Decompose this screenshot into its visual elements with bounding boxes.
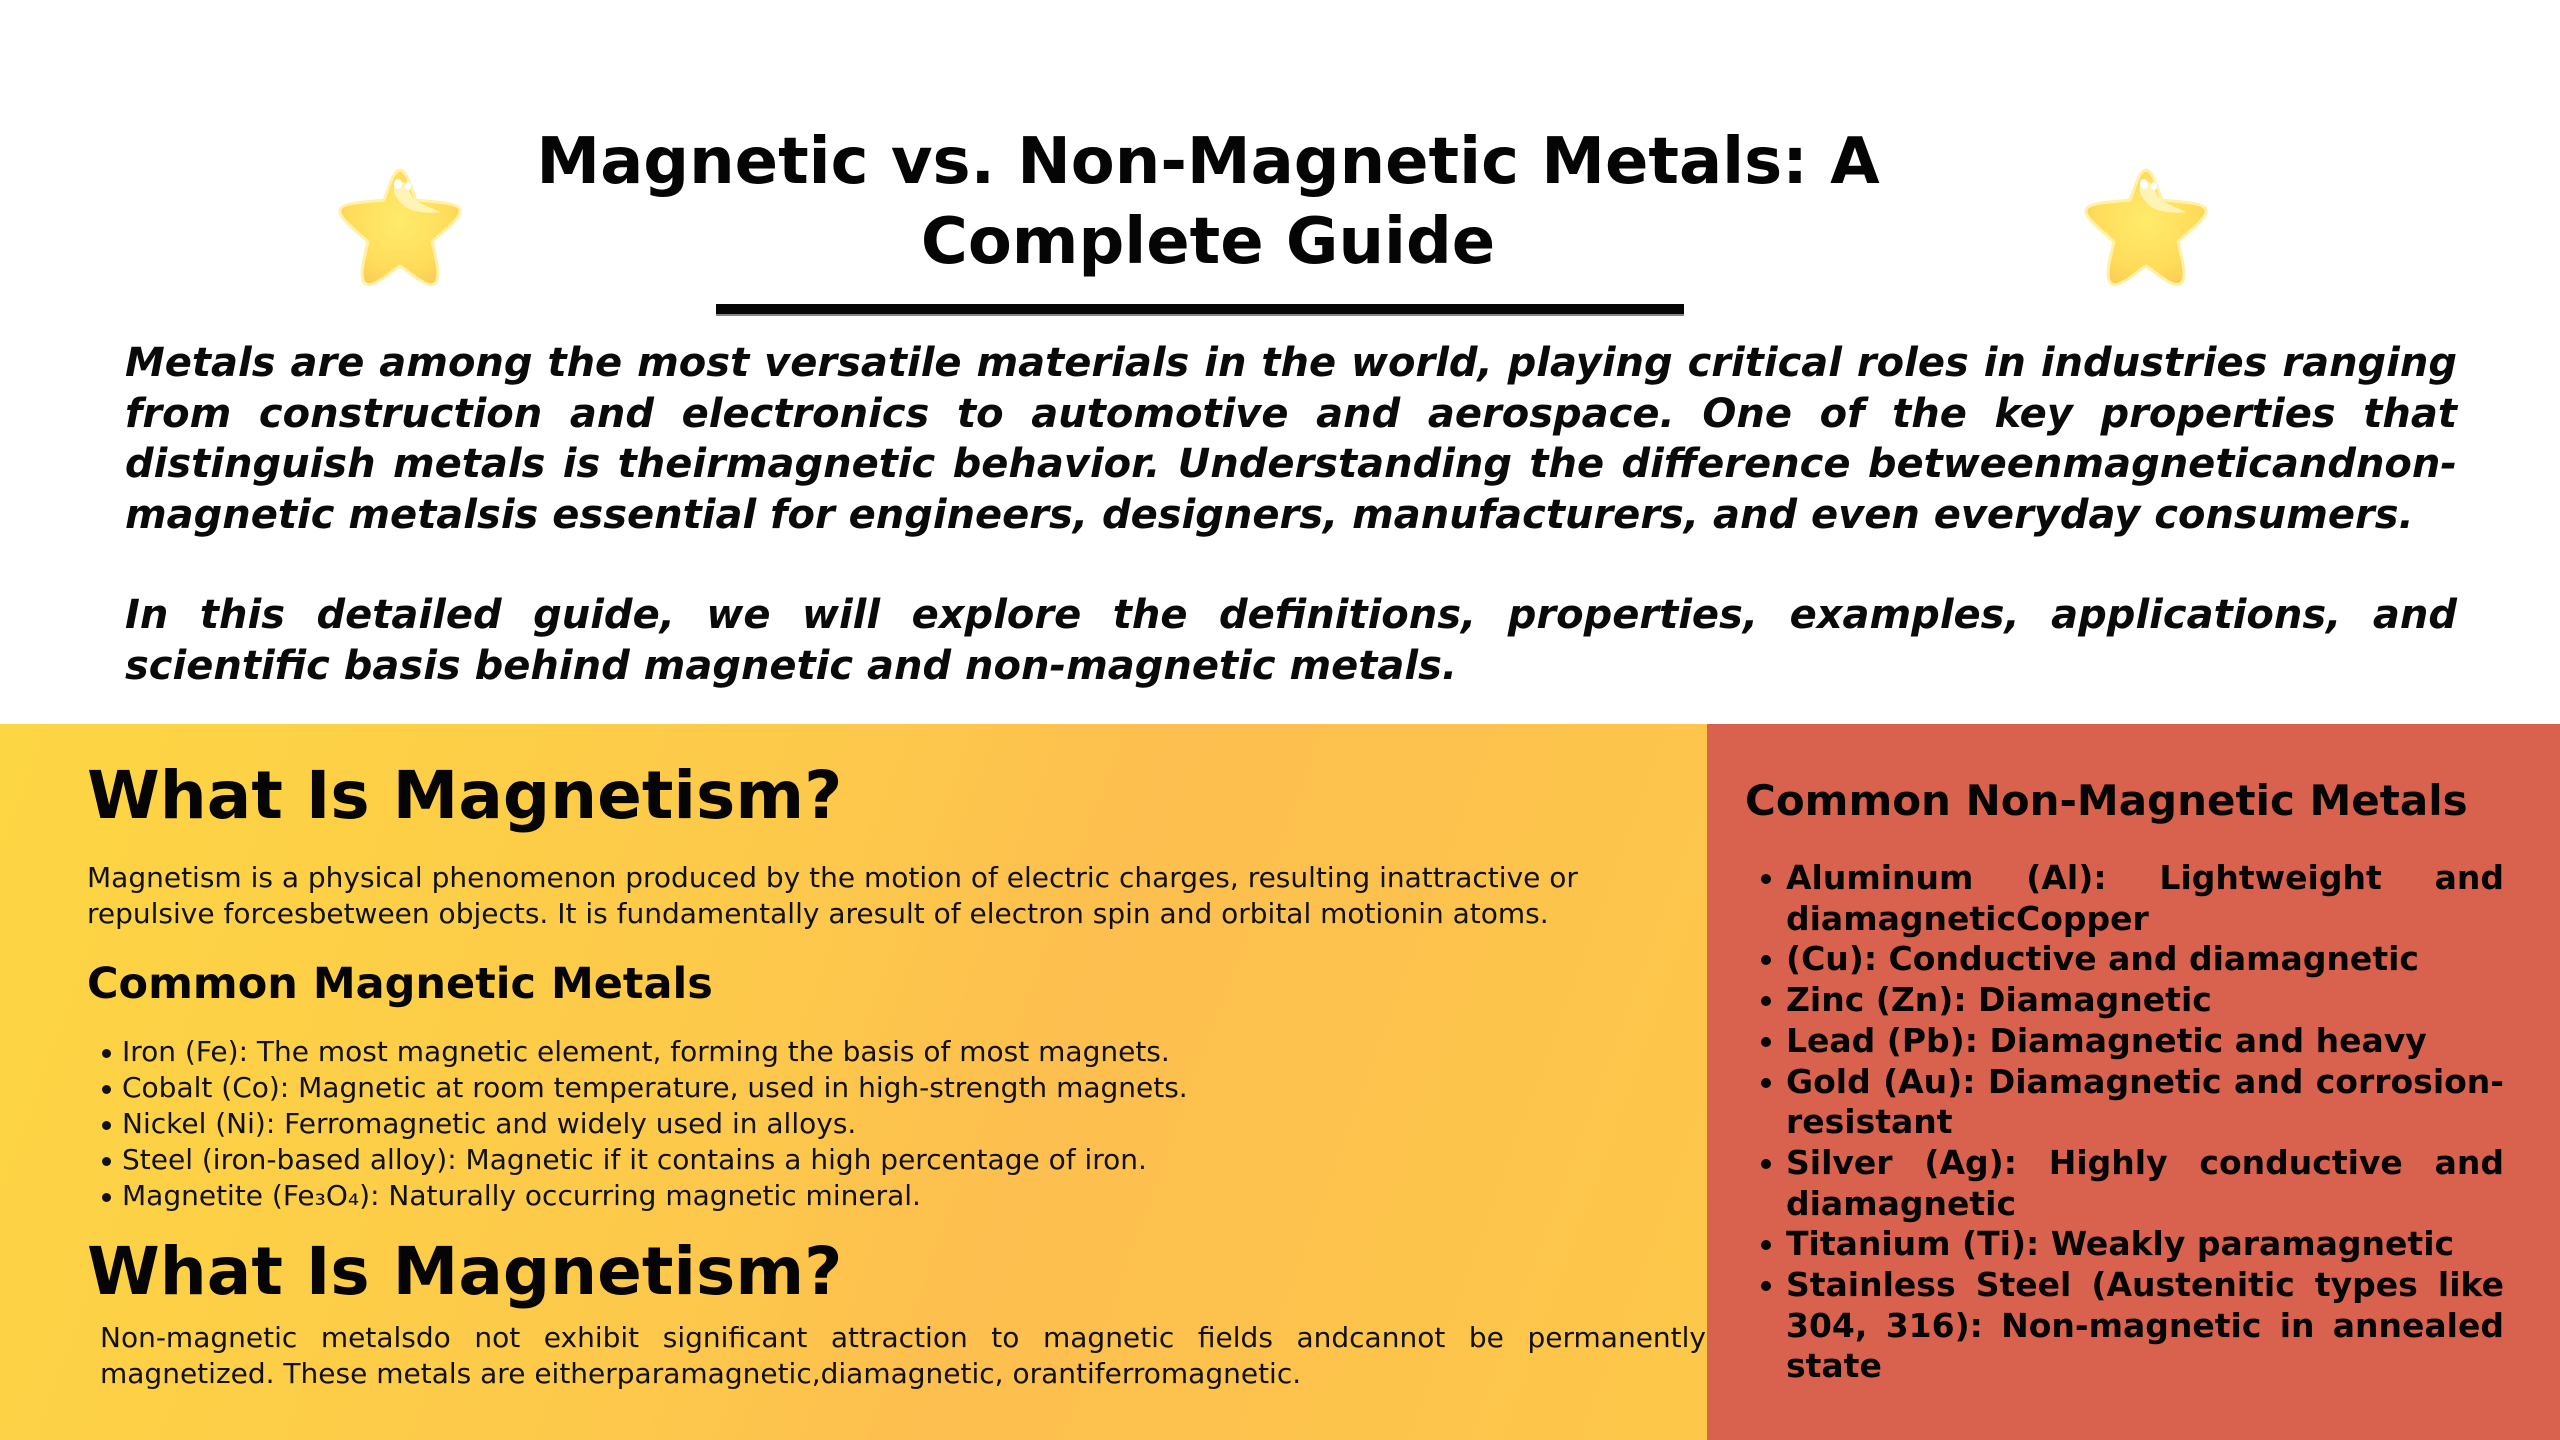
intro-section bbox=[125, 338, 2457, 691]
list-item: Gold (Au): Diamagnetic and corrosion-resistant bbox=[1758, 1062, 2504, 1143]
star-icon bbox=[332, 162, 468, 292]
list-item: Lead (Pb): Diamagnetic and heavy bbox=[1758, 1021, 2504, 1062]
list-item: Silver (Ag): Highly conductive and diamagnetic bbox=[1758, 1143, 2504, 1224]
magnetic-metals-list bbox=[100, 1034, 1600, 1214]
list-item: Iron (Fe): The most magnetic element, forming the basis of most magnets. bbox=[100, 1034, 1600, 1070]
intro-paragraph: In this detailed guide, we will explore the definitions, properties, examples, applications, and scientific basis behind magnetic and non-magnetic metals. bbox=[125, 592, 2457, 689]
title-line-1: Magnetic vs. Non-Magnetic Metals: A bbox=[536, 125, 1880, 199]
list-item: Nickel (Ni): Ferromagnetic and widely used in alloys. bbox=[100, 1106, 1600, 1142]
magnetic-metals-heading: Common Magnetic Metals bbox=[87, 959, 713, 1009]
intro-paragraph: Metals are among the most versatile materials in the world, playing critical roles in industries ranging from construction and electronics to automotive and aerospace. One of the key properties that distinguish metals is theirmagnetic behavior. Understanding the difference betweenmagneticandnon-magnetic metalsis essential for engineers, designers, manufacturers, and even everyday consumers. bbox=[125, 340, 2457, 538]
list-item: Aluminum (Al): Lightweight and diamagneticCopper bbox=[1758, 858, 2504, 939]
list-item: Cobalt (Co): Magnetic at room temperature, used in high-strength magnets. bbox=[100, 1070, 1600, 1106]
non-magnetic-metals-list bbox=[1758, 858, 2504, 1387]
page-title bbox=[480, 122, 1936, 282]
list-item: (Cu): Conductive and diamagnetic bbox=[1758, 939, 2504, 980]
star-icon bbox=[2078, 162, 2214, 292]
list-item: Stainless Steel (Austenitic types like 304, 316): Non-magnetic in annealed state bbox=[1758, 1265, 2504, 1387]
non-magnetic-description: Non-magnetic metalsdo not exhibit significant attraction to magnetic fields andcannot be permanently magnetized. These metals are eitherparamagnetic,diamagnetic, orantiferromagnetic. bbox=[100, 1321, 1706, 1390]
non-magnetic-heading: What Is Magnetism? bbox=[87, 1233, 843, 1310]
list-item: Titanium (Ti): Weakly paramagnetic bbox=[1758, 1224, 2504, 1265]
title-underline bbox=[716, 304, 1684, 316]
magnetism-heading: What Is Magnetism? bbox=[87, 757, 843, 834]
magnetism-description: Magnetism is a physical phenomenon produced by the motion of electric charges, resulting inattractive or repulsive forcesbetween objects. It is fundamentally aresult of electron spin and orbital motionin atoms. bbox=[87, 861, 1578, 930]
list-item: Steel (iron-based alloy): Magnetic if it contains a high percentage of iron. bbox=[100, 1142, 1600, 1178]
list-item: Zinc (Zn): Diamagnetic bbox=[1758, 980, 2504, 1021]
title-line-2: Complete Guide bbox=[920, 205, 1496, 279]
list-item: Magnetite (Fe₃O₄): Naturally occurring magnetic mineral. bbox=[100, 1178, 1600, 1214]
non-magnetic-metals-heading: Common Non-Magnetic Metals bbox=[1745, 776, 2468, 825]
